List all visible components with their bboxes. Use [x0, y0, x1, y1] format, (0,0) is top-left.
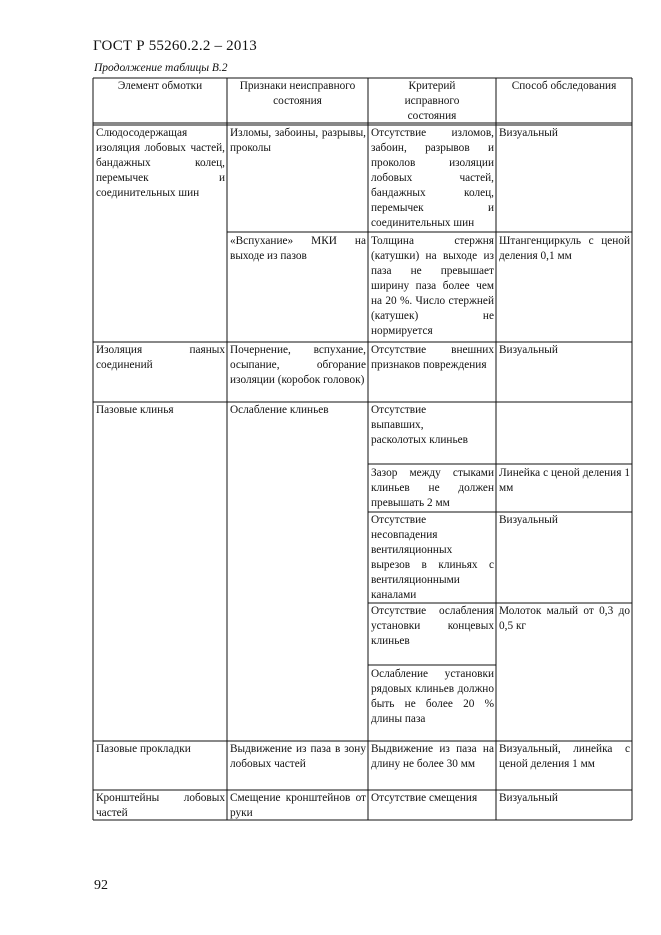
cell-sign-swelling: «Вспухание» МКИ на выходе из пазов — [230, 235, 366, 262]
document-title: ГОСТ Р 55260.2.2 – 2013 — [93, 38, 257, 54]
column-header-method: Способ обследования — [511, 80, 617, 92]
cell-criterion-vent-alignment: Отсутствие несовпадения вентиляционных вырезов в клиньях с вентиляционными каналами — [371, 514, 494, 601]
cell-criterion-no-fractures: Отсутствие изломов, забоин, разрывов и проколов изоляции лобовых частей, бандажных колец, перемычек и соединительных шин — [371, 127, 494, 229]
cell-method-visual: Визуальный — [499, 127, 558, 139]
column-header-criteria: Критерий исправного состояния — [404, 80, 460, 122]
table-caption: Продолжение таблицы В.2 — [94, 62, 228, 74]
cell-criterion-wedge-gap: Зазор между стыками клиньев не должен превышать 2 мм — [371, 467, 494, 509]
cell-criterion-row-wedges: Ослабление установки рядовых клиньев должно быть не более 20 % длины паза — [371, 668, 494, 725]
cell-criterion-no-missing-wedges: Отсутствие выпавших, расколотых клиньев — [371, 404, 468, 446]
cell-method-hammer: Молоток малый от 0,3 до 0,5 кг — [499, 605, 630, 632]
cell-method-visual-ruler: Визуальный, линейка с ценой деления 1 мм — [499, 743, 630, 770]
cell-method-ruler: Линейка с ценой деления 1 мм — [499, 467, 630, 494]
cell-method-visual: Визуальный — [499, 344, 558, 356]
cell-criterion-bar-thickness: Толщина стержня (катушки) на выходе из паза не превышает ширину паза более чем на 20 %. Число стержней (катушек) не нормируется — [371, 235, 494, 337]
cell-criterion-extrusion-limit: Выдвижение из паза на длину не более 30 мм — [371, 743, 494, 770]
cell-criterion-no-damage-signs: Отсутствие внешних признаков повреждения — [371, 344, 494, 371]
cell-sign-wedge-loosening: Ослабление клиньев — [230, 404, 329, 416]
column-header-signs: Признаки неисправного состояния — [239, 80, 356, 107]
cell-criterion-end-wedges: Отсутствие ослабления установки концевых клиньев — [371, 605, 494, 647]
cell-sign-liner-extrusion: Выдвижение из паза в зону лобовых частей — [230, 743, 366, 770]
cell-element-slot-liners: Пазовые прокладки — [96, 743, 191, 755]
cell-element-end-brackets: Кронштейны лобовых частей — [96, 792, 225, 819]
page-number: 92 — [94, 878, 108, 893]
cell-element-slot-wedges: Пазовые клинья — [96, 404, 174, 416]
cell-method-visual: Визуальный — [499, 514, 558, 526]
cell-method-caliper: Штангенциркуль с ценой деления 0,1 мм — [499, 235, 630, 262]
cell-element-solder-joint-insulation: Изоляция паяных соединений — [96, 344, 225, 371]
cell-sign-bracket-shift: Смещение кронштейнов от руки — [230, 792, 366, 819]
cell-sign-fractures: Изломы, забоины, разрывы, проколы — [230, 127, 366, 154]
cell-element-mica-insulation: Слюдосодержащая изоляция лобовых частей, бандажных колец, перемычек и соединительных шин — [96, 127, 225, 199]
column-header-element: Элемент обмотки — [117, 80, 203, 92]
cell-criterion-no-shift: Отсутствие смещения — [371, 792, 478, 804]
cell-method-visual: Визуальный — [499, 792, 558, 804]
cell-sign-blackening: Почернение, вспухание, осыпание, обгорание изоляции (коробок головок) — [230, 344, 366, 386]
